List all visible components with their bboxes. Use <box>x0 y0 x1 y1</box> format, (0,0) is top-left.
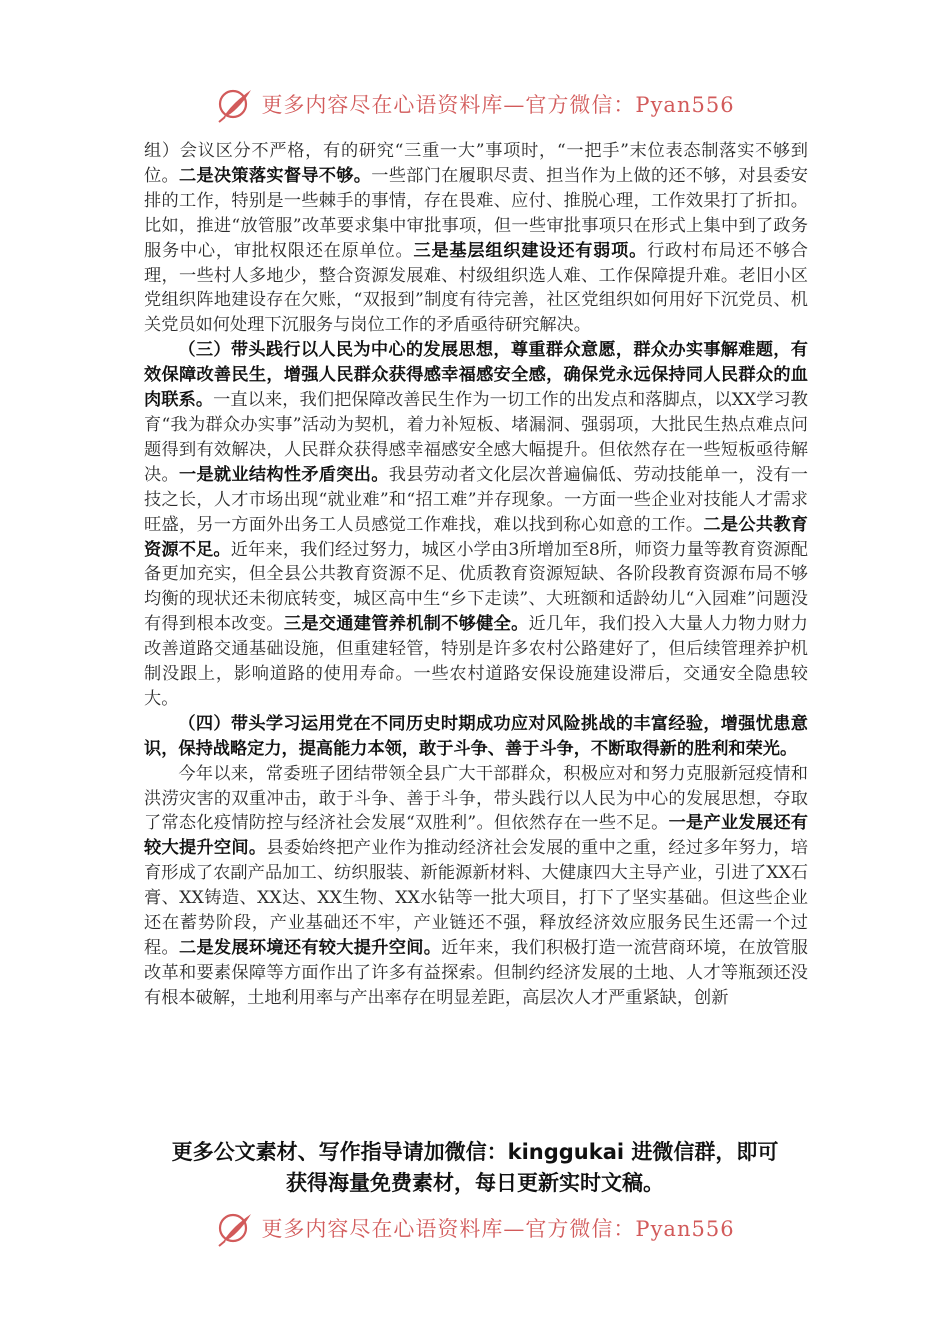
bold-heading-run: 一是产业发展还有较大提升空间。 <box>144 813 808 859</box>
paragraph <box>144 139 808 338</box>
bold-heading-run: （四）带头学习运用党在不同历史时期成功应对风险挑战的丰富经验，增强忧患意识，保持战略定力，提高能力本领，敢于斗争、善于斗争，不断取得新的胜利和荣光。 <box>144 713 808 759</box>
paragraph <box>144 712 808 762</box>
bold-heading-run: （三）带头践行以人民为中心的发展思想，尊重群众意愿，群众办实事解难题，有效保障改善民生，增强人民群众获得感幸福感安全感，确保党永远保持同人民群众的血肉联系。 <box>144 340 808 411</box>
promo-banner <box>120 1137 830 1199</box>
watermark-text: 更多内容尽在心语资料库—官方微信：Pyan556 <box>261 93 735 117</box>
bold-heading-run: 二是公共教育资源不足。 <box>144 514 808 560</box>
bold-heading-run: 一是就业结构性矛盾突出。 <box>178 464 389 485</box>
text-run: 近年来，我们积极打造一流营商环境，在放管服改革和要素保障等方面作出了许多有益探索。但制约经济发展的土地、人才等瓶颈还没有根本破解，土地利用率与产出率存在明显差距，高层次人才严重紧缺，创新 <box>144 938 808 1008</box>
text-run: 行政村布局还不够合理，一些村人多地少，整合资源发展难、村级组织选人难、工作保障提升难。老旧小区党组织阵地建设存在欠账，“双报到”制度有待完善，社区党组织如何用好下沉党员、机关党员如何处理下沉服务与岗位工作的矛盾亟待研究解决。 <box>144 240 808 336</box>
promo-line-1: 更多公文素材、写作指导请加微信：kinggukai 进微信群，即可 <box>171 1140 779 1164</box>
quill-logo-icon <box>215 1208 255 1248</box>
text-run: 近几年，我们投入大量人力物力财力改善道路交通基础设施，但重建轻管，特别是许多农村公路建好了，但后续管理养护机制没跟上，影响道路的使用寿命。一些农村道路安保设施建设滞后，交通安全隐患较大。 <box>144 614 808 709</box>
text-run: 县委始终把产业作为推动经济社会发展的重中之重，经过多年努力，培育形成了农副产品加工、纺织服装、新能源新材料、大健康四大主导产业，引进了XX石膏、XX铸造、XX达、XX生物、XX水钻等一批大项目，打下了坚实基础。但这些企业还在蓄势阶段，产业基础还不牢，产业链还不强，释放经济效应服务民生还需一个过程。 <box>144 838 808 958</box>
quill-logo-icon <box>215 84 255 124</box>
header-watermark <box>0 84 950 124</box>
document-body <box>144 139 808 1011</box>
text-run: 近年来，我们经过努力，城区小学由3所增加至8所，师资力量等教育资源配备更加充实，但全县公共教育资源不足、优质教育资源短缺、各阶段教育资源布局不够均衡的现状还未彻底转变，城区高中生“乡下走读”、大班额和适龄幼儿“入园难”问题没有得到根本改变。 <box>144 539 808 635</box>
bold-heading-run: 二是发展环境还有较大提升空间。 <box>178 938 442 958</box>
paragraph <box>144 762 808 1011</box>
paragraph <box>144 338 808 712</box>
text-run: 今年以来，常委班子团结带领全县广大干部群众，积极应对和努力克服新冠疫情和洪涝灾害的双重冲击，敢于斗争、善于斗争，带头践行以人民为中心的发展思想，夺取了常态化疫情防控与经济社会发展“双胜利”。但依然存在一些不足。 <box>144 763 808 834</box>
text-run: 我县劳动者文化层次普遍偏低、劳动技能单一，没有一技之长，人才市场出现“就业难”和“招工难”并存现象。一方面一些企业对技能人才需求旺盛，另一方面外出务工人员感觉工作难找，难以找到称心如意的工作。 <box>144 464 808 535</box>
promo-line-2: 获得海量免费素材，每日更新实时文稿。 <box>286 1171 664 1195</box>
text-run: 组）会议区分不严格，有的研究“三重一大”事项时，“一把手”末位表态制落实不够到位。 <box>144 141 808 186</box>
text-run: 一些部门在履职尽责、担当作为上做的还不够，对县委安排的工作，特别是一些棘手的事情，存在畏难、应付、推脱心理，工作效果打了折扣。比如，推进“放管服”改革要求集中审批事项，但一些审批事项只在形式上集中到了政务服务中心，审批权限还在原单位。 <box>144 165 808 261</box>
bold-heading-run: 三是基层组织建设还有弱项。 <box>413 240 648 261</box>
footer-watermark <box>0 1208 950 1248</box>
watermark-text: 更多内容尽在心语资料库—官方微信：Pyan556 <box>261 1217 735 1241</box>
bold-heading-run: 三是交通建管养机制不够健全。 <box>283 614 529 635</box>
text-run: 一直以来，我们把保障改善民生作为一切工作的出发点和落脚点，以XX学习教育“我为群众办实事”活动为契机，着力补短板、堵漏洞、强弱项，大批民生热点难点问题得到有效解决，人民群众获得感幸福感安全感大幅提升。但依然存在一些短板亟待解决。 <box>144 390 808 485</box>
bold-heading-run: 二是决策落实督导不够。 <box>178 165 372 186</box>
